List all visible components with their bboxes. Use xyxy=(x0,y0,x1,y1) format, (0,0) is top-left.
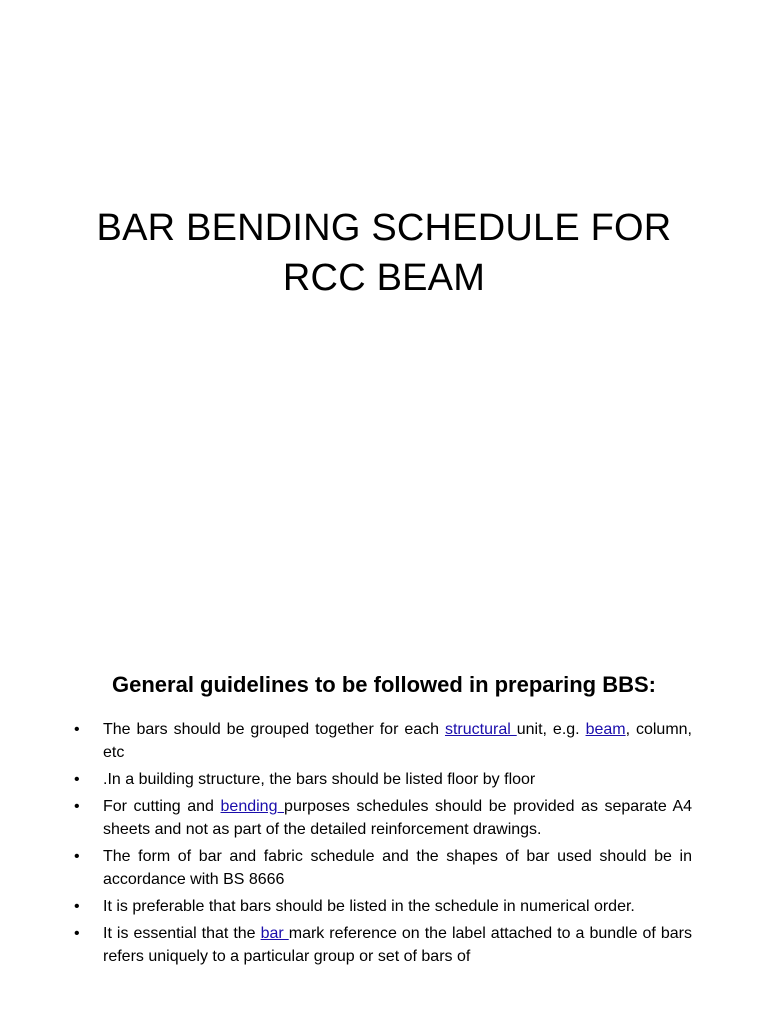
bending-link[interactable]: bending xyxy=(220,798,285,815)
list-item: • .In a building structure, the bars should be listed floor by floor xyxy=(72,768,692,791)
bar-link[interactable]: bar xyxy=(260,925,289,942)
bullet-icon: • xyxy=(74,771,80,788)
guidelines-list xyxy=(72,718,692,972)
list-item: • It is essential that the bar mark reference on the label attached to a bundle of bars refers uniquely to a particular group or set of bars of xyxy=(72,922,692,968)
bullet-icon: • xyxy=(74,721,80,738)
bullet-icon: • xyxy=(74,898,80,915)
guidelines-heading: General guidelines to be followed in preparing BBS: xyxy=(112,672,656,697)
list-item: • It is preferable that bars should be listed in the schedule in numerical order. xyxy=(72,895,692,918)
bullet-icon: • xyxy=(74,798,80,815)
list-item: • The form of bar and fabric schedule and the shapes of bar used should be in accordance with BS 8666 xyxy=(72,845,692,891)
bullet-icon: • xyxy=(74,925,80,942)
title-line-2: RCC BEAM xyxy=(282,257,486,299)
list-item: • The bars should be grouped together for each structural unit, e.g. beam, column, etc xyxy=(72,718,692,764)
structural-link[interactable]: structural xyxy=(444,721,517,738)
bullet-icon: • xyxy=(74,848,80,865)
slide-title xyxy=(0,203,768,303)
title-line-1: BAR BENDING SCHEDULE FOR xyxy=(96,207,672,249)
beam-link[interactable]: beam xyxy=(585,721,626,738)
list-item: • For cutting and bending purposes schedules should be provided as separate A4 sheets and not as part of the detailed reinforcement drawings. xyxy=(72,795,692,841)
